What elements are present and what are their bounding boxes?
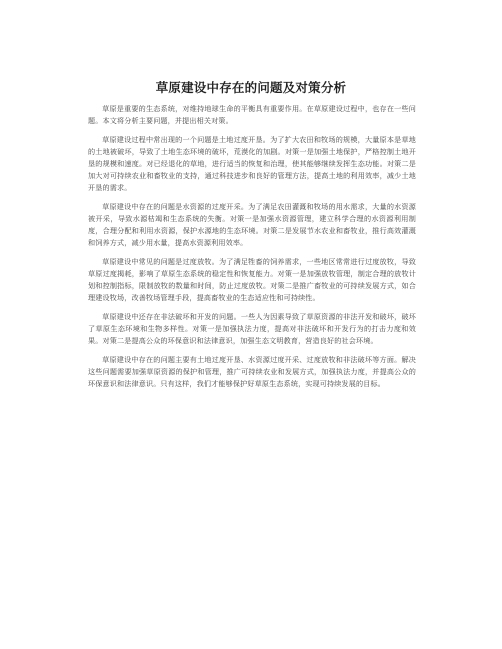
paragraph: 草原建设中还存在非法破坏和开发的问题。一些人为因素导致了草原资源的非法开发和破坏，破坏了草原生态环境和生物多样性。对策一是加强执法力度，提高对非法破坏和开发行为的打击力度和效果。对策二是提高公众的环保意识和法律意识，加强生态文明教育，营造良好的社会环境。 xyxy=(88,312,416,345)
paragraph: 草原建设中常见的问题是过度放牧。为了满足牲畜的饲养需求，一些地区常常进行过度放牧，导致草原过度揭耗，影响了草原生态系统的稳定性和恢复能力。对策一是加强放牧管理，制定合理的放牧计划和控制指标，限制放牧的数量和时间，防止过度放牧。对策二是推广畜牧业的可持续发展方式，如合理建设牧场，改善牧场管理手段，提高畜牧业的生态适应性和可持续性。 xyxy=(88,257,416,302)
paragraph: 草原建设中存在的问题主要有土地过度开垦、水资源过度开采、过度放牧和非法破坏等方面。解决这些问题需要加强草原资源的保护和管理，推广可持续农业和发展方式，加强执法力度，并提高公众的环保意识和法律意识。只有这样，我们才能够保护好草原生态系统，实现可持续发展的目标。 xyxy=(88,355,416,388)
document-body xyxy=(88,103,416,397)
paragraph: 草原建设过程中常出现的一个问题是土地过度开垦。为了扩大农田和牧场的规模，大量原本是草地的土地被破坏，导致了土地生态环境的破坏，荒漠化的加剧。对策一是加强土地保护，严格控制土地开垦的规模和速度。对已经退化的草地，进行适当的恢复和治理，使其能够继续发挥生态功能。对策二是加大对可持续农业和畜牧业的支持，通过科技进步和良好的管理方法，提高土地的利用效率，减少土地开垦的需求。 xyxy=(88,135,416,192)
paragraph: 草原是重要的生态系统，对维持地球生命的平衡具有重要作用。在草原建设过程中，也存在一些问题。本文将分析主要问题，并提出相关对策。 xyxy=(88,104,416,125)
document-title: 草原建设中存在的问题及对策分析 xyxy=(155,80,347,95)
paragraph: 草原建设中存在的问题是水资源的过度开采。为了满足农田灌溉和牧场的用水需求，大量的水资源被开采，导致水源枯竭和生态系统的失衡。对策一是加强水资源管理，建立科学合理的水资源利用制度，合理分配和利用水资源，保护水源地的生态环境。对策二是发展节水农业和畜牧业，推行高效灌溉和饲养方式，减少用水量，提高水资源利用效率。 xyxy=(88,202,416,247)
